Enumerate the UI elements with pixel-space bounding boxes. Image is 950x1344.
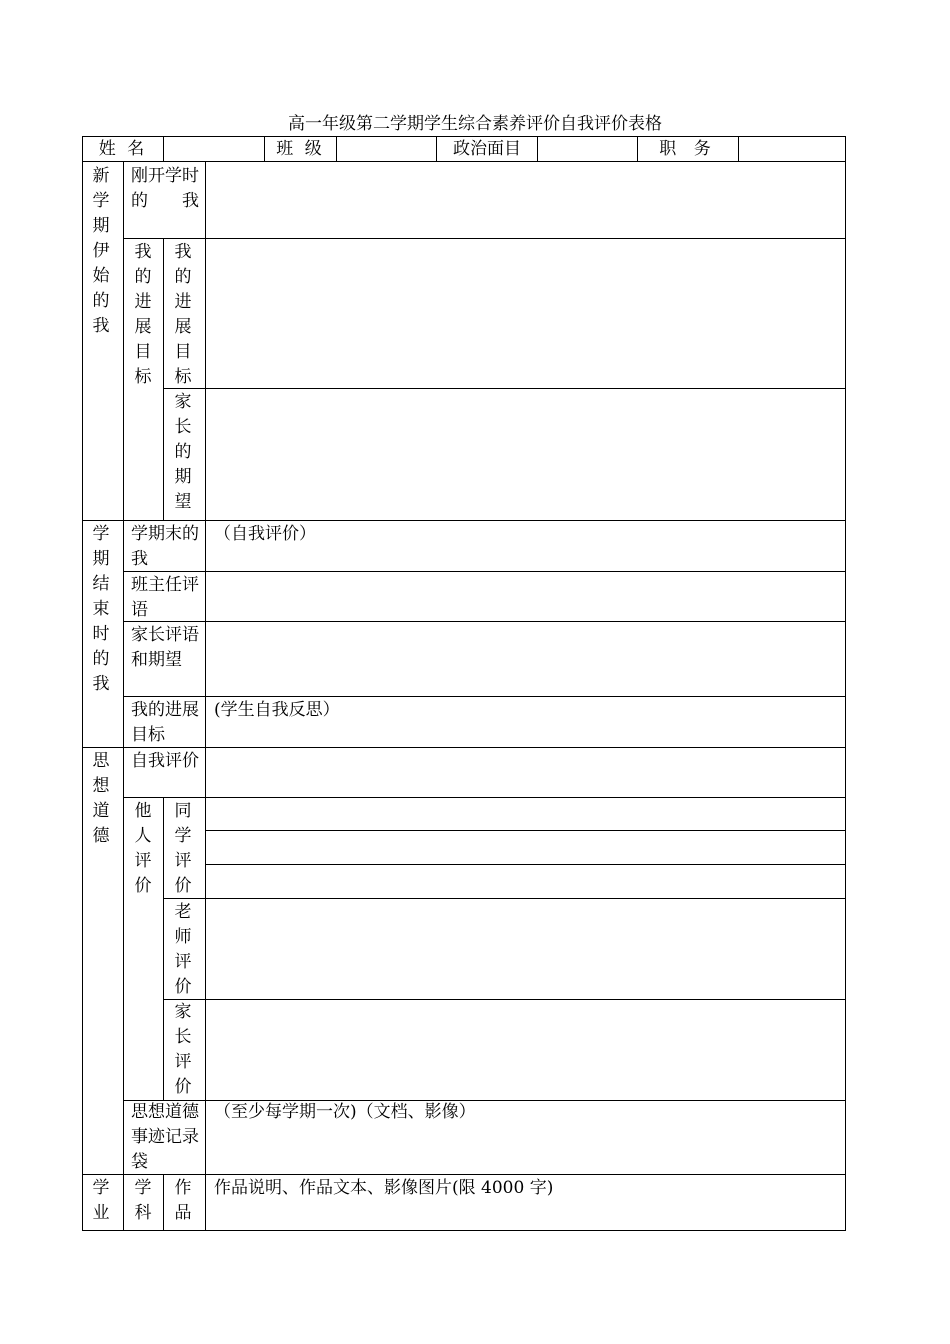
- teacher-eval-field[interactable]: [206, 899, 845, 999]
- section-label-ideology: 思想道德: [92, 751, 110, 846]
- parent-eval-field[interactable]: [206, 1000, 845, 1100]
- political-label: 政治面目: [453, 139, 521, 159]
- classmate-eval-field-2[interactable]: [206, 831, 845, 864]
- section-label-academic: 学业: [92, 1178, 110, 1223]
- class-label: 班 级: [276, 139, 325, 159]
- col-divider-b: [163, 1175, 164, 1230]
- section-divider: [83, 520, 845, 521]
- self-eval-label: 自我评价: [131, 751, 199, 771]
- col-divider-c: [205, 1175, 206, 1230]
- name-label: 姓 名: [98, 139, 148, 159]
- works-note: 作品说明、作品文本、影像图片(限 4000 字): [214, 1178, 554, 1198]
- progress-goal-group-label: 我的进展目标: [134, 242, 152, 387]
- section-label-term-end: 学期结束时的我: [92, 524, 110, 694]
- document-title: 高一年级第二学期学生综合素养评价自我评价表格: [288, 114, 662, 134]
- end-me-note: （自我评价）: [214, 524, 316, 544]
- parent-hope-label: 家长的期望: [174, 392, 192, 512]
- end-progress-goal-note: (学生自我反思）: [214, 700, 340, 720]
- evaluation-table: [82, 161, 846, 1231]
- section-label-new-term: 新学期伊始的我: [92, 166, 110, 336]
- teacher-eval-label: 老师评价: [174, 902, 192, 997]
- teacher-comment-label: 班主任评语: [131, 575, 199, 620]
- col-divider-b: [163, 798, 164, 1100]
- class-field[interactable]: [337, 137, 436, 161]
- my-progress-goal-label: 我的进展目标: [174, 242, 192, 387]
- others-eval-label: 他人评价: [134, 801, 152, 896]
- start-me-label: 刚开学时的我: [131, 166, 199, 211]
- classmate-eval-field-1[interactable]: [206, 798, 845, 830]
- row-divider: [123, 696, 845, 697]
- record-bag-label: 思想道德事迹记录袋: [131, 1102, 199, 1172]
- classmate-eval-label: 同学评价: [174, 801, 192, 896]
- self-eval-field[interactable]: [206, 748, 845, 797]
- parent-comment-label: 家长评语和期望: [131, 625, 199, 670]
- header-row: [82, 136, 846, 162]
- name-field[interactable]: [164, 137, 264, 161]
- end-me-label: 学期末的我: [131, 524, 199, 569]
- col-divider-b: [163, 239, 164, 520]
- political-field[interactable]: [538, 137, 637, 161]
- my-progress-goal-field[interactable]: [206, 239, 845, 388]
- position-field[interactable]: [739, 137, 845, 161]
- works-label: 作品: [174, 1178, 192, 1223]
- start-me-field[interactable]: [206, 162, 845, 238]
- subject-label: 学科: [134, 1178, 152, 1223]
- position-label: 职 务: [659, 139, 717, 159]
- record-bag-note: （至少每学期一次)（文档、影像）: [214, 1102, 476, 1122]
- parent-comment-field[interactable]: [206, 622, 845, 696]
- parent-hope-field[interactable]: [206, 389, 845, 520]
- parent-eval-label: 家长评价: [174, 1002, 192, 1097]
- teacher-comment-field[interactable]: [206, 572, 845, 621]
- classmate-eval-field-3[interactable]: [206, 865, 845, 898]
- end-progress-goal-label: 我的进展目标: [131, 700, 199, 745]
